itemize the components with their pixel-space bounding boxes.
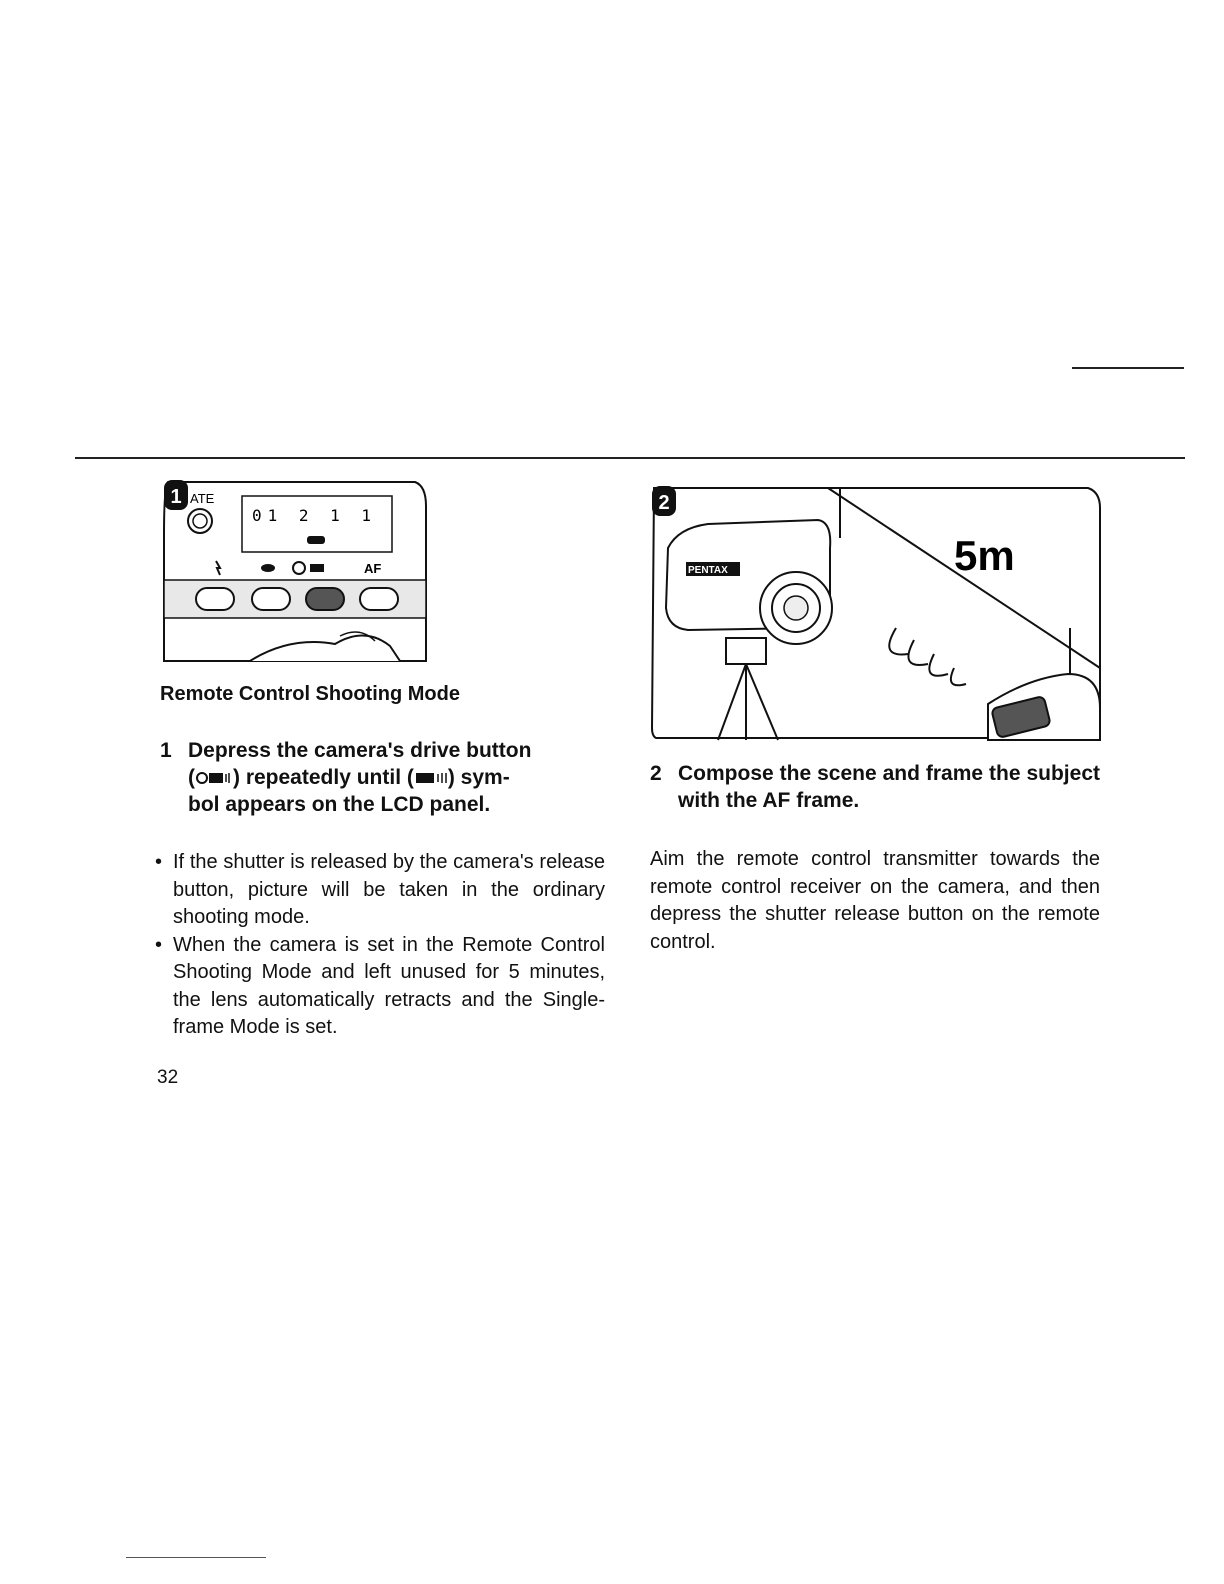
- camera-brand: PENTAX: [688, 565, 728, 576]
- step-2-paragraph: Aim the remote control transmitter towards the remote control receiver on the camera, and then depress the shutter release button on the remote control.: [650, 848, 1100, 953]
- header-rule: [75, 457, 1185, 459]
- red-eye-button-icon: [252, 588, 290, 610]
- section-title: Remote Control Shooting Mode: [160, 683, 460, 705]
- badge-number: 1: [170, 486, 182, 508]
- badge-number: 2: [658, 492, 670, 514]
- date-label: ATE: [190, 491, 215, 506]
- remote-control-svg: [648, 478, 1104, 750]
- step-1-line-3: bol appears on the LCD panel.: [188, 793, 491, 816]
- step-number: 2: [650, 762, 662, 785]
- step-1-line-2: ) repeatedly until (: [233, 766, 414, 789]
- lcd-digits: 01 2 1 1: [252, 506, 378, 525]
- paren-open: (: [188, 766, 195, 789]
- af-label: AF: [364, 561, 382, 576]
- step-1: [160, 737, 606, 818]
- notes-list: [155, 849, 605, 1042]
- remote-icon: [414, 770, 448, 786]
- af-button-icon: [360, 588, 398, 610]
- step-2: [650, 760, 1100, 814]
- step-2-text: Compose the scene and frame the subject with the AF frame.: [678, 762, 1100, 812]
- remote-icon: [310, 564, 324, 572]
- remote-control-illustration: [648, 478, 1104, 750]
- top-short-rule: [1072, 367, 1184, 369]
- lcd-panel-svg: [160, 476, 430, 666]
- flash-button-icon: [196, 588, 234, 610]
- drive-button-icon: [306, 588, 344, 610]
- page-number: 32: [157, 1067, 179, 1088]
- paren-close: ) sym-: [447, 766, 510, 789]
- step-number: 1: [160, 739, 172, 762]
- bottom-rule: [126, 1557, 266, 1558]
- list-item: [155, 849, 605, 932]
- red-eye-icon: [261, 564, 275, 572]
- note-text: If the shutter is released by the camera's release button, picture will be taken in the ordinary shooting mode.: [173, 851, 605, 928]
- list-item: [155, 932, 605, 1042]
- step-1-text: [188, 737, 606, 818]
- bullet-symbol: •: [155, 933, 163, 956]
- lcd-panel-illustration: [160, 476, 430, 666]
- self-timer-remote-icon: [195, 770, 233, 786]
- step-1-line-1: Depress the camera's drive button: [188, 739, 532, 762]
- note-text: When the camera is set in the Remote Control Shooting Mode and left unused for 5 minutes, the lens automatically retracts and the Single-frame Mode is set.: [173, 933, 605, 1038]
- lcd-remote-symbol-icon: [307, 536, 325, 544]
- distance-label: 5m: [954, 532, 1015, 579]
- bullet-symbol: •: [155, 851, 163, 873]
